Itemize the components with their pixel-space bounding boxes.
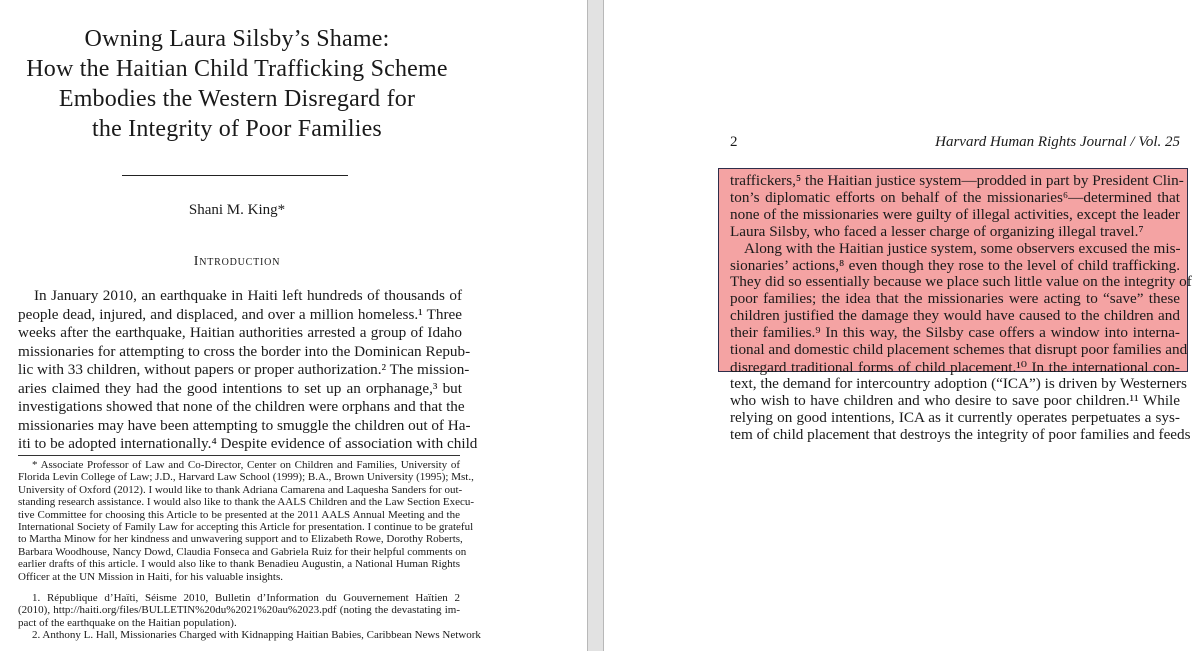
footnote-line: Officer at the UN Mission in Haiti, for his valuable insights. (18, 570, 283, 583)
body-line: people dead, injured, and displaced, and over a million homeless.¹ Three (18, 305, 462, 323)
body-line: iti to be adopted internationally.⁴ Despite evidence of association with child (18, 435, 478, 452)
page-divider (587, 0, 604, 651)
body-line: text, the demand for intercountry adoption (“ICA”) is driven by Westerners (730, 374, 1187, 392)
highlighted-line: poor families; the idea that the missionaries were acting to “save” these (730, 290, 1180, 308)
footnote-line: (2010), http://haiti.org/files/BULLETIN%20du%2021%20au%2023.pdf (noting the devastating im- (18, 604, 460, 617)
body-line: missionaries may have been attempting to smuggle the children out of Ha- (18, 416, 471, 434)
highlighted-line: traffickers,⁵ the Haitian justice system—prodded in part by President Clin- (730, 172, 1184, 189)
body-line: missionaries for attempting to cross the border into the Dominican Repub- (18, 342, 471, 360)
body-line: In January 2010, an earthquake in Haiti left hundreds of thousands of (34, 287, 462, 304)
article-title-line: How the Haitian Child Trafficking Scheme (26, 56, 448, 82)
highlighted-line: children justified the damage they would have caused to the children and (730, 307, 1180, 325)
footnote-line: * Associate Professor of Law and Co-Director, Center on Children and Families, University of (32, 459, 460, 471)
author-name: Shani M. King* (188, 202, 286, 218)
highlighted-line: sionaries’ actions,⁸ even though they rose to the level of child trafficking. (730, 256, 1180, 274)
pdf-page-1 (0, 0, 587, 651)
footnotes (0, 0, 587, 642)
running-header: Harvard Human Rights Journal / Vol. 25 (935, 134, 1180, 150)
footnote-line: Barbara Woodhouse, Nancy Dowd, Claudia Fonseca and Gabriela Ruiz for their helpful comments on (18, 545, 467, 558)
body-line: tem of child placement that destroys the integrity of poor families and feeds (730, 425, 1191, 443)
footnote-line: earlier drafts of this article. I would also like to thank Benadieu Augustin, a National Human Rights (18, 558, 460, 571)
footnote-line: pact of the earthquake on the Haitian population). (18, 616, 237, 629)
highlighted-line: Laura Silsby, who faced a lesser charge of organizing illegal travel.⁷ (730, 222, 1144, 240)
footnote-line: International Society of Family Law for accepting this Article for presentation. I continue to be grateful (18, 521, 474, 533)
page-number: 2 (730, 134, 738, 150)
highlighted-line: their families.⁹ In this way, the Silsby case offers a window into interna- (730, 324, 1180, 342)
article-title-line: the Integrity of Poor Families (92, 116, 382, 142)
highlighted-line: disregard traditional forms of child placement.¹⁰ In the international con- (730, 358, 1180, 376)
section-heading: Introduction (193, 254, 281, 269)
body-line: relying on good intentions, ICA as it currently operates perpetuates a sys- (730, 408, 1180, 426)
highlighted-line: Along with the Haitian justice system, some observers excused the mis- (744, 239, 1181, 257)
footnote-line: University of Oxford (2012). I would like to thank Adriana Camarena and Laquesha Sanders for out- (18, 483, 463, 496)
body-line: investigations showed that none of the children were orphans and that the (18, 398, 465, 415)
article-title-line: Embodies the Western Disregard for (58, 86, 416, 112)
body-line: lic with 33 children, without papers or proper authorization.² The mission- (18, 361, 470, 378)
footnote-line: Florida Levin College of Law; J.D., Harvard Law School (1999); B.A., Brown University (1995); Mst., (18, 471, 474, 484)
footnote-line: 1. République d’Haïti, Séisme 2010, Bulletin d’Information du Gouvernement Haïtien 2 (32, 592, 460, 604)
body-line: weeks after the earthquake, Haitian authorities arrested a group of Idaho (18, 324, 462, 341)
highlighted-line: none of the missionaries were guilty of illegal activities, except the leader (730, 205, 1180, 223)
highlighted-line: tional and domestic child placement schemes that disrupt poor families and (730, 341, 1188, 358)
highlighted-line: They did so essentially because we place such little value on the integrity of (730, 273, 1192, 291)
pdf-page-2 (604, 0, 1199, 651)
footnote-line: to Martha Minow for her kindness and unwavering support and to Elizabeth Rowe, Dorothy Roberts, (18, 533, 463, 546)
footnote-line: 2. Anthony L. Hall, Missionaries Charged with Kidnapping Haitian Babies, Caribbean News Network (32, 629, 481, 642)
body-line: who wish to have children and who desire to save poor children.¹¹ While (730, 391, 1180, 409)
article-title-line: Owning Laura Silsby’s Shame: (84, 26, 390, 52)
footnote-line: tive Committee for choosing this Article to be presented at the 2011 AALS Annual Meeting and the (18, 508, 460, 521)
footnote-line: standing research assistance. I would also like to thank the AALS Children and the Law Section Execu- (18, 496, 475, 509)
body-line: aries claimed they had the good intentions to set up an orphanage,³ but (18, 379, 462, 397)
highlighted-line: ton’s diplomatic efforts on behalf of the missionaries⁶—determined that (730, 188, 1180, 206)
